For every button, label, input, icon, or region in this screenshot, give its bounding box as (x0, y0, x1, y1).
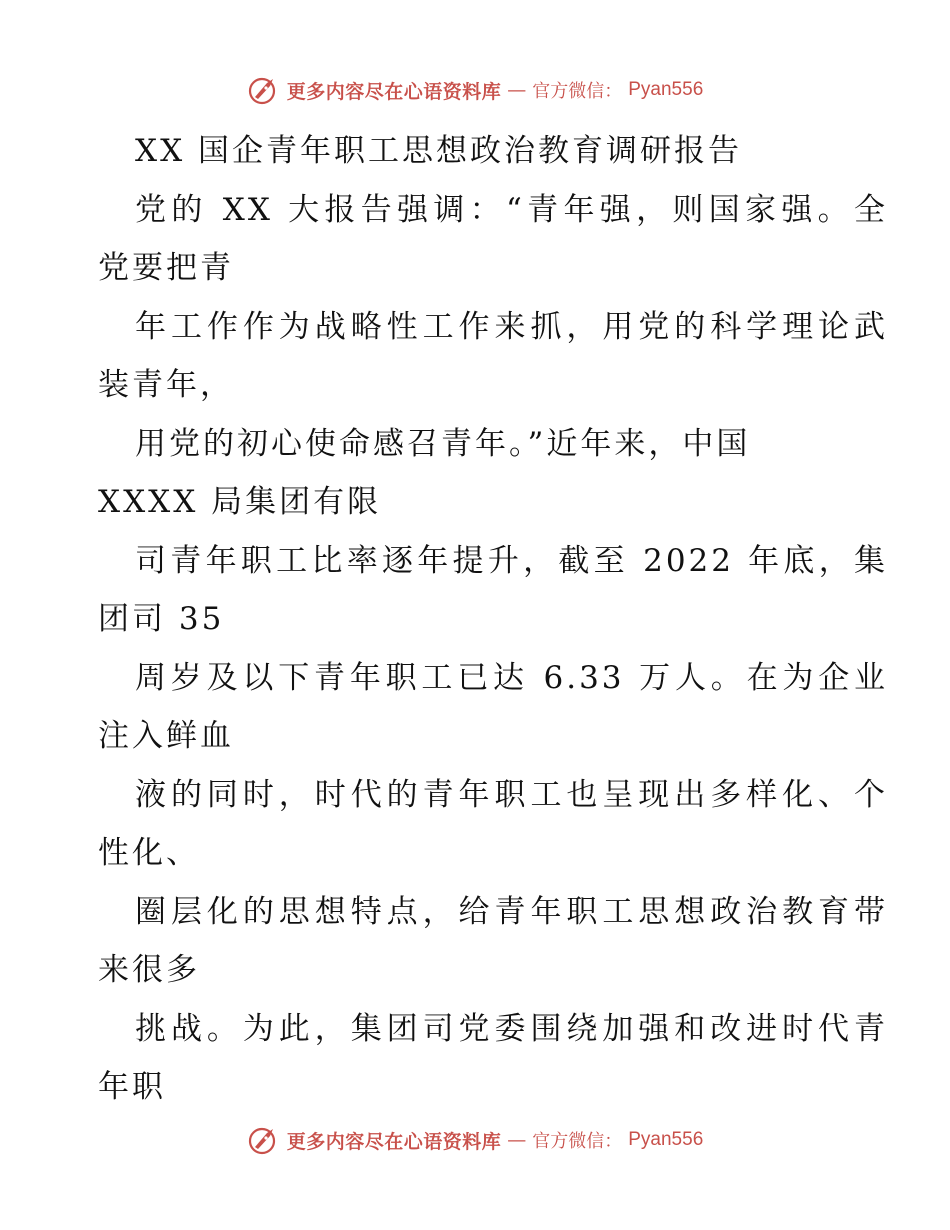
banner-brand-text: 更多内容尽在心语资料库 (286, 1130, 502, 1153)
paragraph-line: 装青年， (98, 367, 234, 403)
paragraph-line: XXXX 局集团有限 (98, 484, 382, 520)
paragraph-line: 周岁及以下青年职工已达 6.33 万人。在为企业 (135, 659, 888, 696)
banner-separator: — (507, 1129, 527, 1151)
paragraph-line: 团司 35 (98, 601, 225, 637)
paragraph-line: 来很多 (98, 952, 200, 988)
paragraph-line: 党要把青 (98, 250, 234, 286)
paragraph-line: 司青年职工比率逐年提升，截至 2022 年底，集 (135, 542, 888, 579)
paragraph-line: 年职 (98, 1069, 166, 1105)
footer-watermark-banner (0, 1120, 950, 1160)
document-body (98, 122, 888, 1117)
banner-wechat-id: Pyan556 (628, 1129, 704, 1150)
pen-nib-logo-icon (247, 1123, 281, 1157)
paragraph-line: 液的同时，时代的青年职工也呈现出多样化、个 (135, 776, 888, 813)
banner-wechat-id: Pyan556 (628, 79, 704, 100)
paragraph-line: 党的 XX 大报告强调：“青年强，则国家强。全 (135, 191, 888, 228)
banner-separator: — (507, 79, 527, 101)
paragraph-line: 年工作作为战略性工作来抓，用党的科学理论武 (135, 308, 888, 345)
document-title: XX 国企青年职工思想政治教育调研报告 (135, 133, 742, 169)
paragraph-line: 圈层化的思想特点，给青年职工思想政治教育带 (135, 893, 888, 930)
banner-brand-text: 更多内容尽在心语资料库 (286, 80, 502, 103)
header-watermark-banner (0, 70, 950, 110)
paragraph-line: 用党的初心使命感召青年。”近年来，中国 (135, 425, 751, 462)
banner-wechat-label: 官方微信： (532, 81, 623, 102)
paragraph-line: 注入鲜血 (98, 718, 234, 754)
paragraph-line: 性化、 (98, 835, 200, 871)
paragraph-line: 挑战。为此，集团司党委围绕加强和改进时代青 (135, 1010, 888, 1047)
banner-wechat-label: 官方微信： (532, 1131, 623, 1152)
pen-nib-logo-icon (247, 73, 281, 107)
